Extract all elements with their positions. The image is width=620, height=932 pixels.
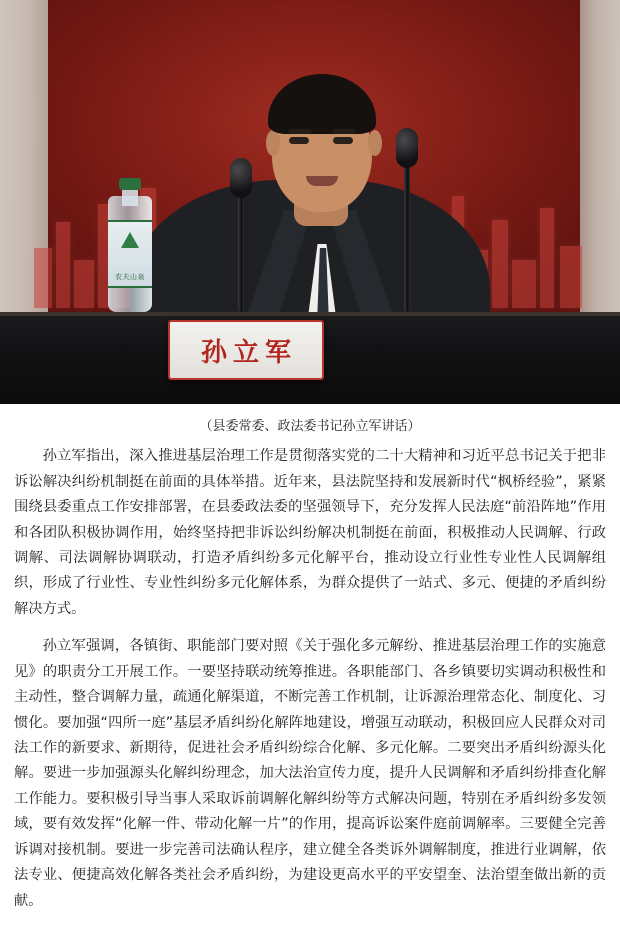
bottle-neck	[122, 188, 138, 206]
microphone-icon-left	[230, 158, 252, 198]
ear-right	[368, 130, 382, 156]
nameplate-icon	[168, 320, 324, 380]
eyebrow-left	[288, 129, 312, 134]
eye-right	[333, 137, 353, 144]
microphone-icon-right-stem	[404, 162, 410, 312]
nameplate-text: 孙立军	[200, 337, 297, 368]
article-body	[0, 444, 620, 932]
bottle-label-text: 农夫山泉	[115, 274, 145, 281]
bottle-cap	[119, 178, 141, 190]
hair	[268, 74, 376, 134]
ear-left	[266, 130, 280, 156]
eyebrow-right	[332, 129, 356, 134]
bottle-brand-mark-icon	[121, 232, 139, 248]
article-paragraph: 孙立军指出，深入推进基层治理工作是贯彻落实党的二十大精神和习近平总书记关于把非诉讼解决纠纷机制挺在前面的具体举措。近年来，县法院坚持和发展新时代“枫桥经验”，紧紧围绕县委重点工作安排部署，在县委政法委的坚强领导下，充分发挥人民法庭“前沿阵地”作用和各团队积极协调作用，始终坚持把非诉讼纠纷解决机制挺在前面，积极推动人民调解、行政调解、司法调解协调联动，打造矛盾纠纷多元化解平台，推动设立行业性专业性人民调解组织，形成了行业性、专业性纠纷多元化解体系，为群众提供了一站式、多元、便捷的矛盾纠纷解决方式。	[14, 448, 606, 617]
bottle-label	[108, 220, 152, 288]
mouth	[306, 176, 338, 186]
article-paragraph: 孙立军强调，各镇街、职能部门要对照《关于强化多元解纷、推进基层治理工作的实施意见》的职责分工开展工作。一要坚持联动统筹推进。各职能部门、各乡镇要切实调动积极性和主动性，整合调解力量，疏通化解渠道，不断完善工作机制，让诉源治理常态化、制度化、习惯化。要加强“四所一庭”基层矛盾纠纷化解阵地建设，增强互动联动，积极回应人民群众对司法工作的新要求、新期待，促进社会矛盾纠纷综合化解、多元化解。二要突出矛盾纠纷源头化解。要进一步加强源头化解纠纷理念，加大法治宣传力度，提升人民调解和矛盾纠纷排查化解工作能力。要积极引导当事人采取诉前调解化解纠纷等方式解决问题，特别在矛盾纠纷多发领域，要有效发挥“化解一件、带动化解一片”的作用，提高诉讼案件庭前调解率。三要健全完善诉调对接机制。要进一步完善司法确认程序，建立健全各类诉外调解制度，推进行业调解，依法专业、便捷高效化解各类社会矛盾纠纷，为建设更高水平的平安望奎、法治望奎做出新的贡献。	[14, 638, 606, 909]
microphone-icon-left-stem	[238, 192, 244, 312]
eye-left	[289, 137, 309, 144]
photo-caption: （县委常委、政法委书记孙立军讲话）	[199, 418, 421, 433]
article-photo	[0, 0, 620, 404]
microphone-icon-right	[396, 128, 418, 168]
